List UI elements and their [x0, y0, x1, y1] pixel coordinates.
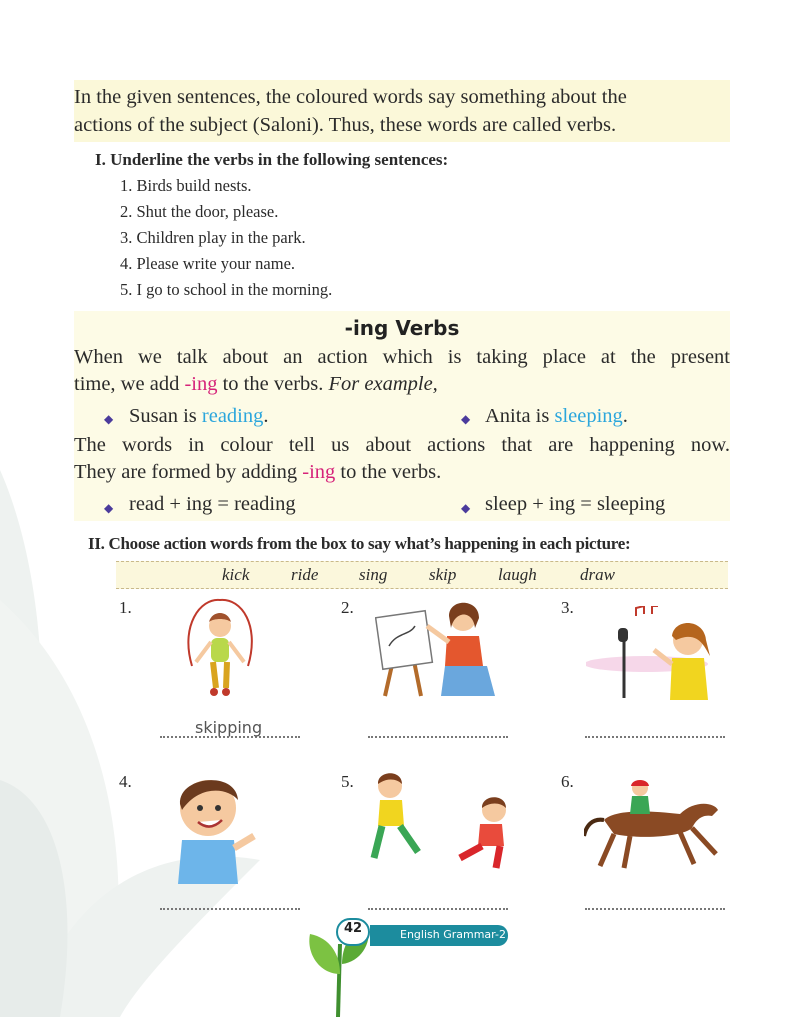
bullet-icon: ◆: [461, 501, 471, 515]
picture-number: 3.: [561, 598, 574, 617]
word-sing: sing: [359, 565, 388, 584]
intro-line-2: actions of the subject (Saloni). Thus, these words are called verbs.: [74, 114, 617, 136]
boy-laughing-illustration: [170, 770, 270, 886]
bullet-icon: ◆: [461, 412, 471, 426]
ing-para-1-line-2: time, we add -ing to the verbs. For example,: [74, 373, 438, 395]
exercise-1-item: 2. Shut the door, please.: [120, 202, 279, 221]
example-1: Susan is reading.: [129, 405, 269, 427]
exercise-2-heading: II. Choose action words from the box to say what’s happening in each picture:: [88, 534, 631, 553]
example-1-verb: reading: [201, 405, 264, 427]
answer-line[interactable]: [368, 908, 508, 910]
ing-para-2-line-1: The words in colour tell us about actions that are happening now.: [74, 434, 730, 456]
ing-suffix: -ing: [184, 373, 218, 395]
word-box: [116, 561, 728, 589]
picture-number: 1.: [119, 598, 132, 617]
bullet-icon: ◆: [104, 501, 114, 515]
book-title: English Grammar-2: [400, 928, 506, 941]
picture-number: 5.: [341, 772, 354, 791]
word-kick: kick: [222, 565, 250, 584]
intro-line-1: In the given sentences, the coloured words say something about the: [74, 86, 627, 108]
answer-line[interactable]: [368, 736, 508, 738]
bullet-icon: ◆: [104, 412, 114, 426]
handwritten-answer: skipping: [195, 718, 263, 737]
ing-para-1-line-1: When we talk about an action which is taking place at the present: [74, 346, 730, 368]
word-draw: draw: [580, 565, 615, 584]
word-ride: ride: [291, 565, 319, 584]
exercise-1-heading: I. Underline the verbs in the following sentences:: [95, 150, 449, 169]
ing-verbs-title: -ing Verbs: [344, 316, 460, 340]
page-number: 42: [343, 921, 363, 936]
boy-riding-horse-illustration: [584, 780, 726, 872]
exercise-1-item: 4. Please write your name.: [120, 254, 296, 273]
word-skip: skip: [429, 565, 457, 584]
picture-number: 2.: [341, 598, 354, 617]
example-2-verb: sleeping: [554, 405, 623, 427]
girl-skipping-illustration: [180, 596, 260, 708]
formula-1: read + ing = reading: [129, 493, 296, 515]
picture-number: 6.: [561, 772, 574, 791]
exercise-1-item: 5. I go to school in the morning.: [120, 280, 333, 299]
boys-running-illustration: [368, 768, 518, 872]
exercise-1-item: 1. Birds build nests.: [120, 176, 252, 195]
example-2: Anita is sleeping.: [485, 405, 628, 427]
ing-suffix: -ing: [302, 461, 336, 483]
intro-paragraph: [74, 80, 730, 142]
woman-drawing-illustration: [375, 596, 507, 700]
answer-line[interactable]: [585, 736, 725, 738]
answer-line[interactable]: [585, 908, 725, 910]
girl-singing-illustration: [586, 606, 726, 700]
answer-line[interactable]: [160, 908, 300, 910]
picture-number: 4.: [119, 772, 132, 791]
ing-para-2-line-2: They are formed by adding -ing to the verbs.: [74, 461, 442, 483]
formula-2: sleep + ing = sleeping: [485, 493, 666, 515]
word-laugh: laugh: [498, 565, 537, 584]
exercise-1-item: 3. Children play in the park.: [120, 228, 306, 247]
